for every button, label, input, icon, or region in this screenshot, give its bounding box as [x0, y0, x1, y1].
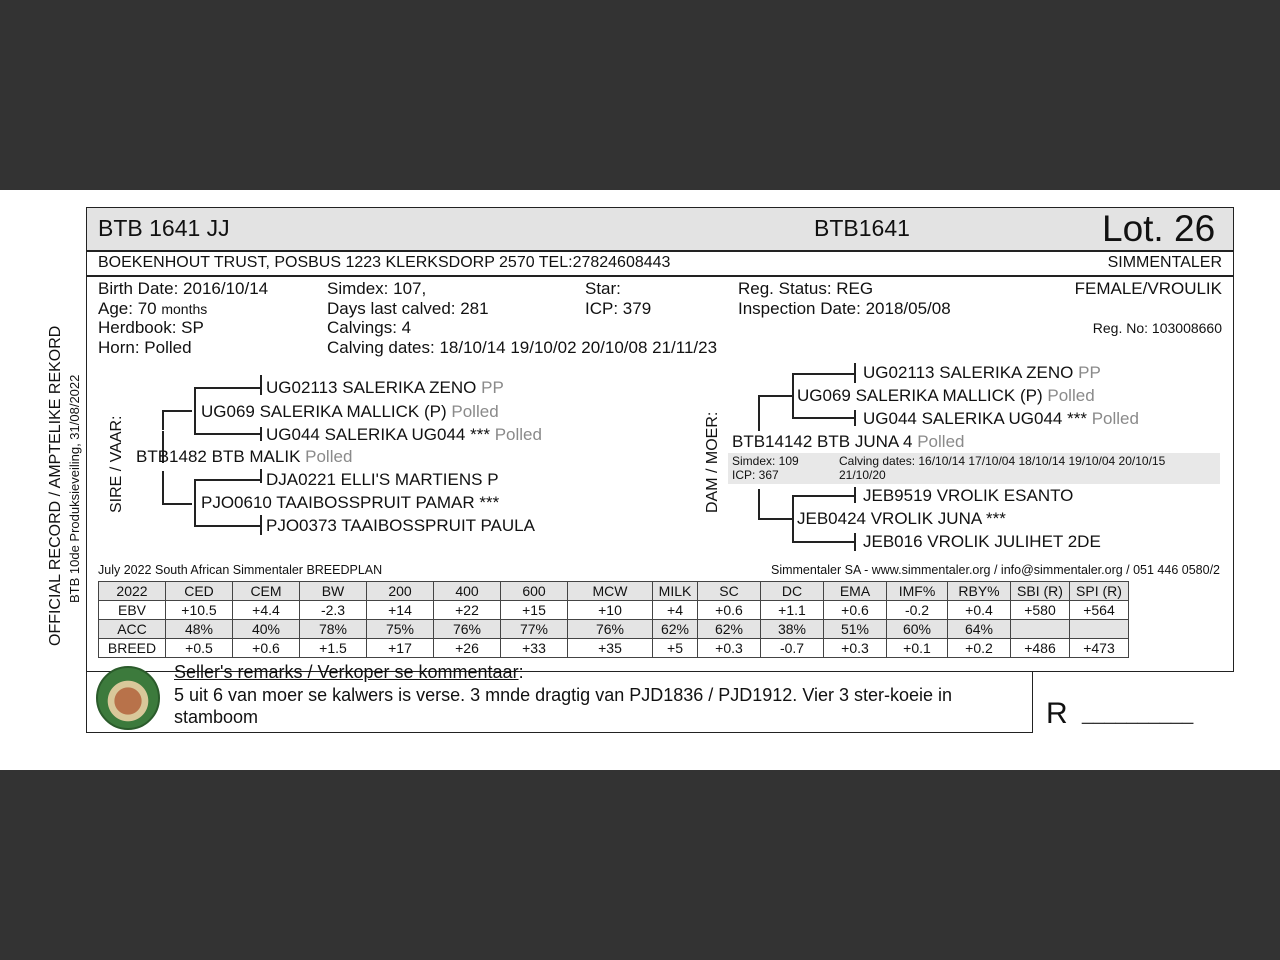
ebv-cell: -2.3: [300, 601, 367, 620]
ebv-header-cell: BW: [300, 582, 367, 601]
ebv-cell: 75%: [367, 620, 434, 639]
ebv-cell: 62%: [698, 620, 761, 639]
sire-ds: DJA0221 ELLI'S MARTIENS P: [266, 470, 499, 489]
ebv-cell: +17: [367, 639, 434, 658]
ebv-cell: +15: [501, 601, 568, 620]
ebv-cell: +14: [367, 601, 434, 620]
ebv-cell: BREED: [99, 639, 166, 658]
price-blank[interactable]: __________: [1082, 703, 1194, 725]
dam-sd: UG044 SALERIKA UG044 *** Polled: [863, 409, 1139, 428]
ebv-cell: EBV: [99, 601, 166, 620]
reg-no: Reg. No: 103008660: [1092, 320, 1222, 336]
remarks-text-2: stamboom: [174, 707, 259, 727]
sire-sd: UG044 SALERIKA UG044 *** Polled: [266, 425, 542, 444]
ebv-cell: +0.3: [698, 639, 761, 658]
birth-date: Birth Date: 2016/10/14: [98, 279, 269, 298]
ebv-cell: +0.6: [698, 601, 761, 620]
header-bar: [87, 208, 1233, 250]
dam-calving-dates-2: 21/10/20: [839, 468, 886, 482]
ebv-row: [99, 582, 1129, 601]
ebv-header-cell: 400: [434, 582, 501, 601]
ebv-cell: +564: [1070, 601, 1129, 620]
ebv-cell: +0.6: [824, 601, 887, 620]
official-record-label: OFFICIAL RECORD / AMPTELIKE REKORD: [47, 325, 64, 646]
dam-side-label: DAM / MOER:: [704, 411, 721, 513]
lot-card: [86, 207, 1234, 733]
simdex: Simdex: 107,: [327, 279, 427, 298]
ebv-cell: +0.2: [948, 639, 1011, 658]
sire-dd: PJO0373 TAAIBOSSPRUIT PAULA: [266, 516, 535, 535]
ebv-header-cell: CED: [166, 582, 233, 601]
ebv-header-cell: IMF%: [887, 582, 948, 601]
ebv-header-cell: MCW: [568, 582, 653, 601]
ebv-cell: +1.1: [761, 601, 824, 620]
ebv-header-cell: SBI (R): [1011, 582, 1070, 601]
ebv-header-cell: 200: [367, 582, 434, 601]
ebv-cell: 76%: [434, 620, 501, 639]
ebv-table: [98, 581, 1129, 658]
ebv-cell: [1070, 620, 1129, 639]
ebv-header-cell: RBY%: [948, 582, 1011, 601]
ebv-cell: 62%: [653, 620, 698, 639]
ebv-cell: 77%: [501, 620, 568, 639]
breedplan-title: July 2022 South African Simmentaler BREEDPLAN: [98, 563, 383, 577]
ebv-cell: +473: [1070, 639, 1129, 658]
ebv-cell: 40%: [233, 620, 300, 639]
days-last-calved: Days last calved: 281: [327, 299, 489, 318]
ebv-header-cell: CEM: [233, 582, 300, 601]
sire-sire: UG069 SALERIKA MALLICK (P) Polled: [201, 402, 499, 421]
remarks-text-1: 5 uit 6 van moer se kalwers is verse. 3 mnde dragtig van PJD1836 / PJD1912. Vier 3 ster-koeie in: [174, 685, 953, 705]
ebv-cell: [1011, 620, 1070, 639]
sale-label: BTB 10de Produksieveiling, 31/08/2022: [67, 374, 82, 603]
ebv-cell: +4.4: [233, 601, 300, 620]
ebv-row: [99, 601, 1129, 620]
ebv-header-cell: EMA: [824, 582, 887, 601]
simmentaler-logo: [96, 666, 160, 730]
ebv-cell: +22: [434, 601, 501, 620]
herdbook: Herdbook: SP: [98, 318, 204, 337]
ebv-cell: +580: [1011, 601, 1070, 620]
dam-sire: UG069 SALERIKA MALLICK (P) Polled: [797, 386, 1095, 405]
ebv-cell: +0.3: [824, 639, 887, 658]
ebv-cell: +33: [501, 639, 568, 658]
price-label: R: [1046, 697, 1068, 730]
ebv-cell: 78%: [300, 620, 367, 639]
ebv-cell: 48%: [166, 620, 233, 639]
ebv-cell: +0.1: [887, 639, 948, 658]
dam-ds: JEB9519 VROLIK ESANTO: [863, 486, 1074, 505]
ebv-header-cell: MILK: [653, 582, 698, 601]
ebv-cell: 60%: [887, 620, 948, 639]
ebv-header-cell: DC: [761, 582, 824, 601]
ebv-header-cell: SPI (R): [1070, 582, 1129, 601]
icp: ICP: 379: [585, 299, 652, 318]
ebv-cell: +1.5: [300, 639, 367, 658]
ebv-cell: +35: [568, 639, 653, 658]
ebv-header-cell: 2022: [99, 582, 166, 601]
dam-name: BTB14142 BTB JUNA 4 Polled: [732, 432, 965, 451]
ebv-cell: 64%: [948, 620, 1011, 639]
reg-status: Reg. Status: REG: [738, 279, 874, 298]
ebv-cell: +0.5: [166, 639, 233, 658]
breedplan-contact: Simmentaler SA - www.simmentaler.org / info@simmentaler.org / 051 446 0580/2: [770, 563, 1220, 577]
sire-dam: PJO0610 TAAIBOSSPRUIT PAMAR ***: [201, 493, 500, 512]
inspection-date: Inspection Date: 2018/05/08: [738, 299, 951, 318]
ebv-cell: +10: [568, 601, 653, 620]
breed-label: SIMMENTALER: [1107, 254, 1222, 271]
ebv-cell: +486: [1011, 639, 1070, 658]
ebv-cell: -0.7: [761, 639, 824, 658]
ebv-row: [99, 620, 1129, 639]
ebv-cell: 51%: [824, 620, 887, 639]
ebv-cell: -0.2: [887, 601, 948, 620]
lot-number: Lot. 26: [1102, 208, 1216, 249]
ebv-header-cell: 600: [501, 582, 568, 601]
sire-side-label: SIRE / VAAR:: [108, 415, 125, 513]
ebv-row: [99, 639, 1129, 658]
ebv-cell: 76%: [568, 620, 653, 639]
dam-icp: ICP: 367: [732, 468, 779, 482]
ebv-header-cell: SC: [698, 582, 761, 601]
horn: Horn: Polled: [98, 338, 192, 357]
dam-calving-dates: Calving dates: 16/10/14 17/10/04 18/10/14 19/10/04 20/10/15: [839, 454, 1166, 468]
calving-dates: Calving dates: 18/10/14 19/10/02 20/10/08 21/11/23: [327, 338, 718, 357]
ebv-cell: +5: [653, 639, 698, 658]
ebv-cell: +26: [434, 639, 501, 658]
remarks-title: Seller's remarks / Verkoper se kommentaar:: [174, 662, 524, 682]
owner-address: BOEKENHOUT TRUST, POSBUS 1223 KLERKSDORP 2570 TEL:27824608443: [98, 254, 671, 271]
dam-simdex: Simdex: 109: [732, 454, 799, 468]
ebv-cell: 38%: [761, 620, 824, 639]
ebv-cell: +0.4: [948, 601, 1011, 620]
animal-code: BTB1641: [814, 215, 910, 241]
sire-ss: UG02113 SALERIKA ZENO PP: [266, 378, 504, 397]
dam-ss: UG02113 SALERIKA ZENO PP: [863, 363, 1101, 382]
animal-id: BTB 1641 JJ: [98, 215, 230, 241]
star: Star:: [585, 279, 621, 298]
ebv-cell: +0.6: [233, 639, 300, 658]
calvings: Calvings: 4: [327, 318, 412, 337]
dam-dam: JEB0424 VROLIK JUNA ***: [797, 509, 1006, 528]
sire-name: BTB1482 BTB MALIK Polled: [136, 447, 353, 466]
ebv-cell: +4: [653, 601, 698, 620]
dam-dd: JEB016 VROLIK JULIHET 2DE: [863, 532, 1101, 551]
age: Age: 70 months: [98, 299, 208, 318]
ebv-cell: +10.5: [166, 601, 233, 620]
ebv-cell: ACC: [99, 620, 166, 639]
sex: FEMALE/VROULIK: [1074, 279, 1222, 298]
